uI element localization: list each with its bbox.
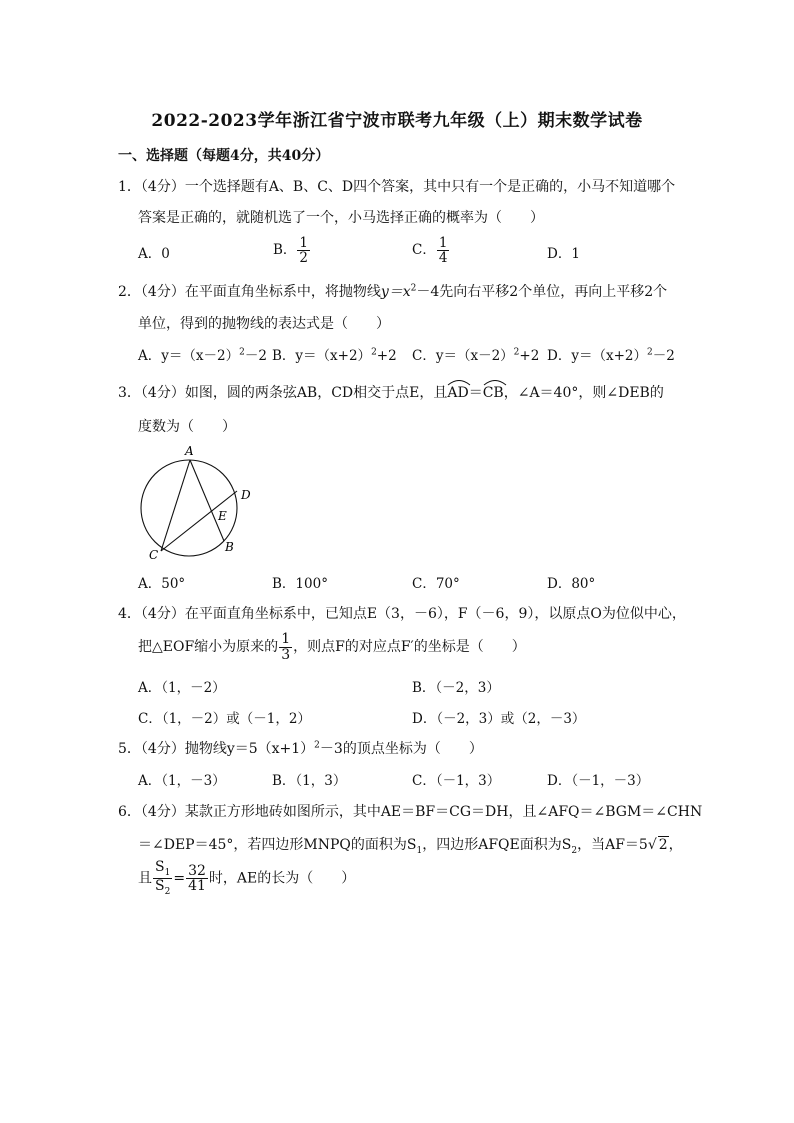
question-1-option-a: A．0 bbox=[138, 246, 170, 262]
chord-ab bbox=[190, 460, 224, 541]
question-3-line-2: 度数为（ ） bbox=[138, 419, 236, 435]
question-4-option-b: B．（－2，3） bbox=[412, 680, 500, 696]
question-1-line-1: 1．（4分）一个选择题有A、B、C、D四个答案，其中只有一个是正确的，小马不知道哪个 bbox=[118, 179, 676, 195]
question-4-line-2: 把△EOF缩小为原来的 $\frac{1}{3}$ ，则点F的对应点F′的坐标是（ ） bbox=[138, 631, 526, 663]
question-2-line-1: 2．（4分）在平面直角坐标系中，将抛物线$y=x^2-4$先向右平移2个单位，再向上平移2个 bbox=[118, 283, 668, 300]
arc-mark-icon bbox=[447, 378, 471, 386]
question-3-option-b: B．100° bbox=[272, 576, 328, 592]
question-2-line-2: 单位，得到的抛物线的表达式是（ ） bbox=[138, 316, 390, 332]
question-5-option-a: A．（1，－3） bbox=[138, 773, 226, 789]
question-1-option-c: C． $\frac{1}{4}$ bbox=[412, 235, 448, 267]
question-5-option-c: C．（－1，3） bbox=[412, 773, 501, 789]
question-4-option-c: C．（1，－2）或（－1，2） bbox=[138, 711, 311, 727]
label-c: C bbox=[149, 548, 159, 561]
question-5-option-b: B．（1，3） bbox=[272, 773, 347, 789]
question-2-option-d: D．$y=(x+2)^2-2$ bbox=[547, 347, 675, 364]
question-4-option-a: A．（1，－2） bbox=[138, 680, 226, 696]
section-heading: 一、选择题（每题4分，共40分） bbox=[118, 148, 330, 164]
question-1-option-d: D．1 bbox=[547, 246, 580, 262]
question-6-line-2: ＝∠DEP＝45°，若四边形MNPQ的面积为$S_1$，四边形AFQE面积为$S_2$，当AF＝5√ 2， bbox=[138, 837, 683, 856]
question-4-line-1: 4．（4分）在平面直角坐标系中，已知点E（3，－6），F（－6，9），以原点O为位似中心， bbox=[118, 606, 686, 622]
arc-mark-icon bbox=[483, 378, 507, 386]
chord-ac bbox=[161, 460, 190, 551]
fraction: $\frac{1}{4}$ bbox=[438, 235, 448, 267]
question-3-line-1: 3．（4分）如图，圆的两条弦AB，CD相交于点E，且 AD＝ CB，∠A＝40°，则∠DEB的 bbox=[118, 382, 664, 402]
circle-figure bbox=[134, 443, 264, 561]
label-e: E bbox=[218, 509, 227, 523]
question-6-line-1: 6．（4分）某款正方形地砖如图所示，其中AE＝BF＝CG＝DH，且∠AFQ＝∠BGM＝∠CHN bbox=[118, 804, 703, 820]
label-a: A bbox=[185, 444, 194, 458]
arc-cb: CB bbox=[483, 385, 504, 401]
question-3-option-a: A．50° bbox=[138, 576, 186, 592]
circle bbox=[141, 460, 237, 556]
question-2-option-c: C．$y=(x-2)^2+2$ bbox=[412, 347, 540, 364]
fraction: $\frac{1}{3}$ bbox=[281, 631, 291, 663]
question-2-option-a: A．$y=(x-2)^2-2$ bbox=[138, 347, 267, 364]
label-b: B bbox=[225, 540, 234, 554]
question-5-option-d: D．（－1，－3） bbox=[547, 773, 650, 789]
fraction-32-41: $\frac{32}{41}$ bbox=[188, 862, 206, 895]
sqrt-sign: √ bbox=[647, 837, 657, 853]
page-title: 2022-2023学年浙江省宁波市联考九年级（上）期末数学试卷 bbox=[151, 111, 643, 131]
arc-ad: AD bbox=[447, 385, 468, 401]
fraction-s1-s2: $\frac{S_1}{S_2}$ bbox=[155, 859, 171, 898]
question-1-line-2: 答案是正确的，就随机选了一个，小马选择正确的概率为（ ） bbox=[138, 210, 544, 226]
label-d: D bbox=[241, 488, 251, 502]
fraction: $\frac{1}{2}$ bbox=[299, 235, 309, 267]
question-1-option-b: B． $\frac{1}{2}$ bbox=[273, 235, 309, 267]
question-2-option-b: B．$y=(x+2)^2+2$ bbox=[272, 347, 397, 364]
question-3-option-c: C．70° bbox=[412, 576, 460, 592]
question-5-line-1: 5．（4分）抛物线$y=5(x+1)^2-3$的顶点坐标为（ ） bbox=[118, 740, 483, 757]
question-3-option-d: D．80° bbox=[547, 576, 596, 592]
question-4-option-d: D．（－2，3）或（2，－3） bbox=[412, 711, 586, 727]
question-6-line-3: 且 $\frac{S_1}{S_2}$ = $\frac{32}{41}$ 时，AE的长为（ ） bbox=[138, 859, 356, 898]
